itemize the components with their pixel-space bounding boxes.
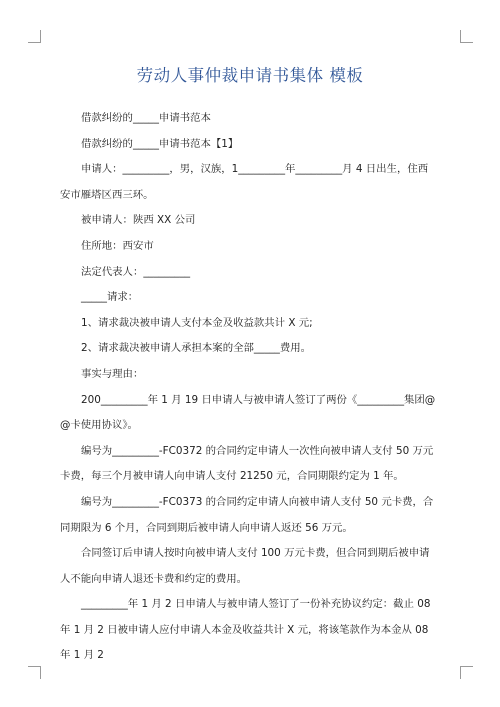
paragraph-fact-5: _________年 1 月 2 日申请人与被申请人签订了一份补充协议约定：截止 08 年 1 月 2 日被申请人应付申请人本金及收益共计 X 元，将该笔款作为本金从 08 年 1 月 2 xyxy=(60,598,434,662)
paragraph-requests-label: _____请求： xyxy=(81,291,139,304)
paragraph-fact-1: 200_________年 1 月 19 日申请人与被申请人签订了两份《_________集团@@卡使用协议》。 xyxy=(60,393,436,432)
crop-mark-bottom-left xyxy=(28,666,41,679)
paragraph-facts-label: 事实与理由： xyxy=(81,367,144,380)
paragraph-respondent: 被申请人：陕西 XX 公司 xyxy=(81,214,196,227)
paragraph-heading-2: 借款纠纷的_____申请书范本【1】 xyxy=(81,137,239,150)
paragraph-request-1: 1、请求裁决被申请人支付本金及收益款共计 X 元; xyxy=(81,316,313,329)
paragraph-fact-2: 编号为_________-FC0372 的合同约定申请人一次性向被申请人支付 50 万元卡费，每三个月被申请人向申请人支付 21250 元，合同期限约定为 1 年。 xyxy=(60,444,434,483)
document-body xyxy=(60,106,438,669)
paragraph-fact-3: 编号为_________-FC0373 的合同约定申请人向被申请人支付 50 元卡费，合同期限为 6 个月，合同到期后被申请人向申请人返还 56 万元。 xyxy=(60,495,434,534)
crop-mark-bottom-right xyxy=(460,666,473,679)
paragraph-legal-rep: 法定代表人：_________ xyxy=(81,265,191,278)
document-title: 劳动人事仲裁申请书集体 模板 xyxy=(136,66,364,85)
paragraph-fact-4: 合同签订后申请人按时向被申请人支付 100 万元卡费，但合同到期后被申请人不能向申请人退还卡费和约定的费用。 xyxy=(60,547,430,585)
paragraph-request-2: 2、请求裁决被申请人承担本案的全部_____费用。 xyxy=(81,342,312,355)
crop-mark-top-right xyxy=(460,30,473,43)
paragraph-address: 住所地：西安市 xyxy=(81,239,154,252)
crop-mark-top-left xyxy=(28,30,41,43)
paragraph-applicant: 申请人：_________，男，汉族，1_________年_________月 4 日出生，住西安市雁塔区西三环。 xyxy=(60,163,429,201)
paragraph-heading-1: 借款纠纷的_____申请书范本 xyxy=(81,112,211,124)
